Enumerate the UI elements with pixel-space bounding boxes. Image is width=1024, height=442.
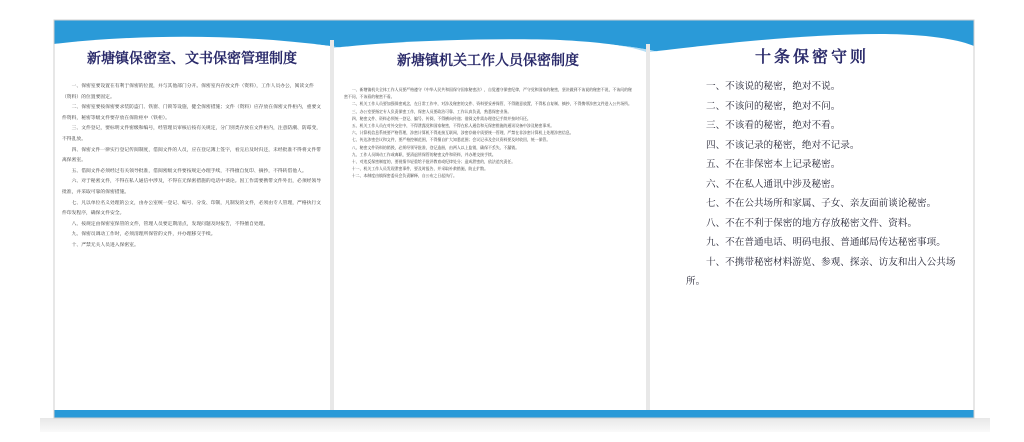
paragraph: 九、工作人员调动工作或离职，要清退所保管的秘密文件和资料，并办理交接手续。 xyxy=(351,151,496,157)
panel-title: 新塘镇机关工作人员保密制度 xyxy=(397,53,579,69)
paragraph: 六、对于秘密文件，不得在私人通信中涉及，不得在无保密措施的电话中谈论。因工作需要携带文件外出，必须经领导批准，并采取可靠的保密措施。 xyxy=(62,179,322,195)
paragraph: 十二、本制度由镇保密委员会负责解释，自公布之日起执行。 xyxy=(351,173,457,179)
rule-item: 五、不在非保密本上记录秘密。 xyxy=(706,159,841,170)
rule-item: 四、不该记录的秘密，绝对不记录。 xyxy=(706,139,860,151)
paragraph: 十一、机关工作人员发现泄密事件，要及时报告，并采取补救措施，防止扩散。 xyxy=(351,166,488,172)
paragraph: 四、保密文件一律实行登记传阅制度，借阅文件的人员，应在登记簿上签字，看完后及时归还，未经批准不得将文件带离保密室。 xyxy=(62,147,322,164)
rule-item: 九、不在普通电话、明码电报、普通邮局传达秘密事项。 xyxy=(706,237,946,248)
paragraph: 八、秘密文件资料的销毁，必须经领导批准，登记造册，由两人以上监销，确保不丢失、不漏销。 xyxy=(351,144,520,150)
panel-body xyxy=(62,82,322,252)
rule-item: 二、不该问的秘密，绝对不问。 xyxy=(706,100,841,112)
panel-staff-confidentiality xyxy=(334,28,642,414)
rule-item: 七、不在公共场所和家属、子女、亲友面前谈论秘密。 xyxy=(706,198,937,209)
panel-title: 十条保密守则 xyxy=(754,47,869,66)
paragraph: 五、机关工作人员在对外交往中，不得泄露党和国家秘密，不得在私人通信和无保密措施的通讯设备中涉及秘密事项。 xyxy=(351,123,555,129)
panel-title: 新塘镇保密室、文书保密管理制度 xyxy=(87,51,297,67)
paragraph: 一、保密室要设置在有利于保密的位置，并与其他部门分开。保密室内存放文件（资料），工作人员办公，阅读文件（资料）的位置要固定。 xyxy=(62,84,314,100)
paragraph: 十、严禁无关人员进入保密室。 xyxy=(71,242,139,248)
rule-item: 八、不在不利于保密的地方存放秘密文件、资料。 xyxy=(706,217,918,229)
panel-body xyxy=(344,86,632,180)
paragraph: 十、对违反保密制度的，要视情节轻重给予批评教育或纪律处分；造成泄密的，依法追究责任。 xyxy=(351,159,516,165)
paragraph: 三、文件登记，要标明文件密级和编号，经管理员审核后按有关规定，分门别类存放在文件柜内，注意防潮、防霉变，不得乱放。 xyxy=(62,126,322,142)
rule-item: 一、不该说的秘密，绝对不说。 xyxy=(706,81,841,92)
rule-item: 三、不该看的秘密，绝对不看。 xyxy=(706,120,841,131)
panel-ten-rules xyxy=(650,28,974,414)
paragraph: 六、计算机信息系统要严格管理，涉密计算机不得连接互联网，涉密存储介质要统一管理，严禁在非涉密计算机上处理涉密信息。 xyxy=(351,130,574,136)
panel-office-confidentiality xyxy=(54,28,330,414)
paragraph: 二、机关工作人员要加强保密观念，在日常工作中，对涉及秘密的文件、资料要妥善保管，不得随意放置，不得私自复制、摘抄，不得携带涉密文件进入公共场所。 xyxy=(351,101,632,107)
paragraph: 五、借阅文件必须经过有关领导批准，借阅密级文件要按规定办理手续，不得擅自复印、摘抄，不得转借他人。 xyxy=(71,168,307,174)
rule-item: 六、不在私人通讯中涉及秘密。 xyxy=(706,178,841,190)
paragraph: 七、传达涉密会议和文件，要严格控制范围，不得擅自扩大知悉范围；会议记录及会议资料要及时收回，统一保管。 xyxy=(351,137,551,143)
rule-item: 十、不携带秘密材料游览、参观、探亲、访友和出入公共场所。 xyxy=(686,256,956,287)
paragraph: 七、凡以单位名义处理的公文，由办公室统一登记、编号、分发、印制，凡制发的文件，必须由专人管理，严格执行文件印发程序，确保文件安全。 xyxy=(62,200,322,217)
rules-list xyxy=(660,77,964,292)
paragraph: 一、新塘镇机关全体工作人员要严格遵守《中华人民共和国保守国家秘密法》，自觉遵守保密纪律，严守党和国家的秘密，坚决做到不该说的秘密不说，不该问的秘密不问，不该看的秘密不看。 xyxy=(344,87,632,100)
paragraph: 八、按规定由保密室保管的文件，管理人员要定期清点，发现问题及时报告，不得擅自处理。 xyxy=(71,221,269,227)
paragraph: 三、办公室要指定专人负责保密工作，保密人员要政治可靠、工作认真负责，熟悉保密业务。 xyxy=(351,108,512,114)
paragraph: 九、保密员调动工作时，必须清理所保管的文件，并办理移交手续。 xyxy=(71,232,216,238)
paragraph: 四、秘密文件、资料必须统一登记、编号、传阅，不得横向传递；借阅文件需办理登记手续并按时归还。 xyxy=(351,115,531,121)
paragraph: 二、保密室要按保密要求装防盗门、铁窗、门锁等设施，健全保密措施；文件（资料）应存放在保密文件柜内，重要文件资料，秘密等级文件要存放在保险柜中（铁柜）。 xyxy=(62,105,322,121)
